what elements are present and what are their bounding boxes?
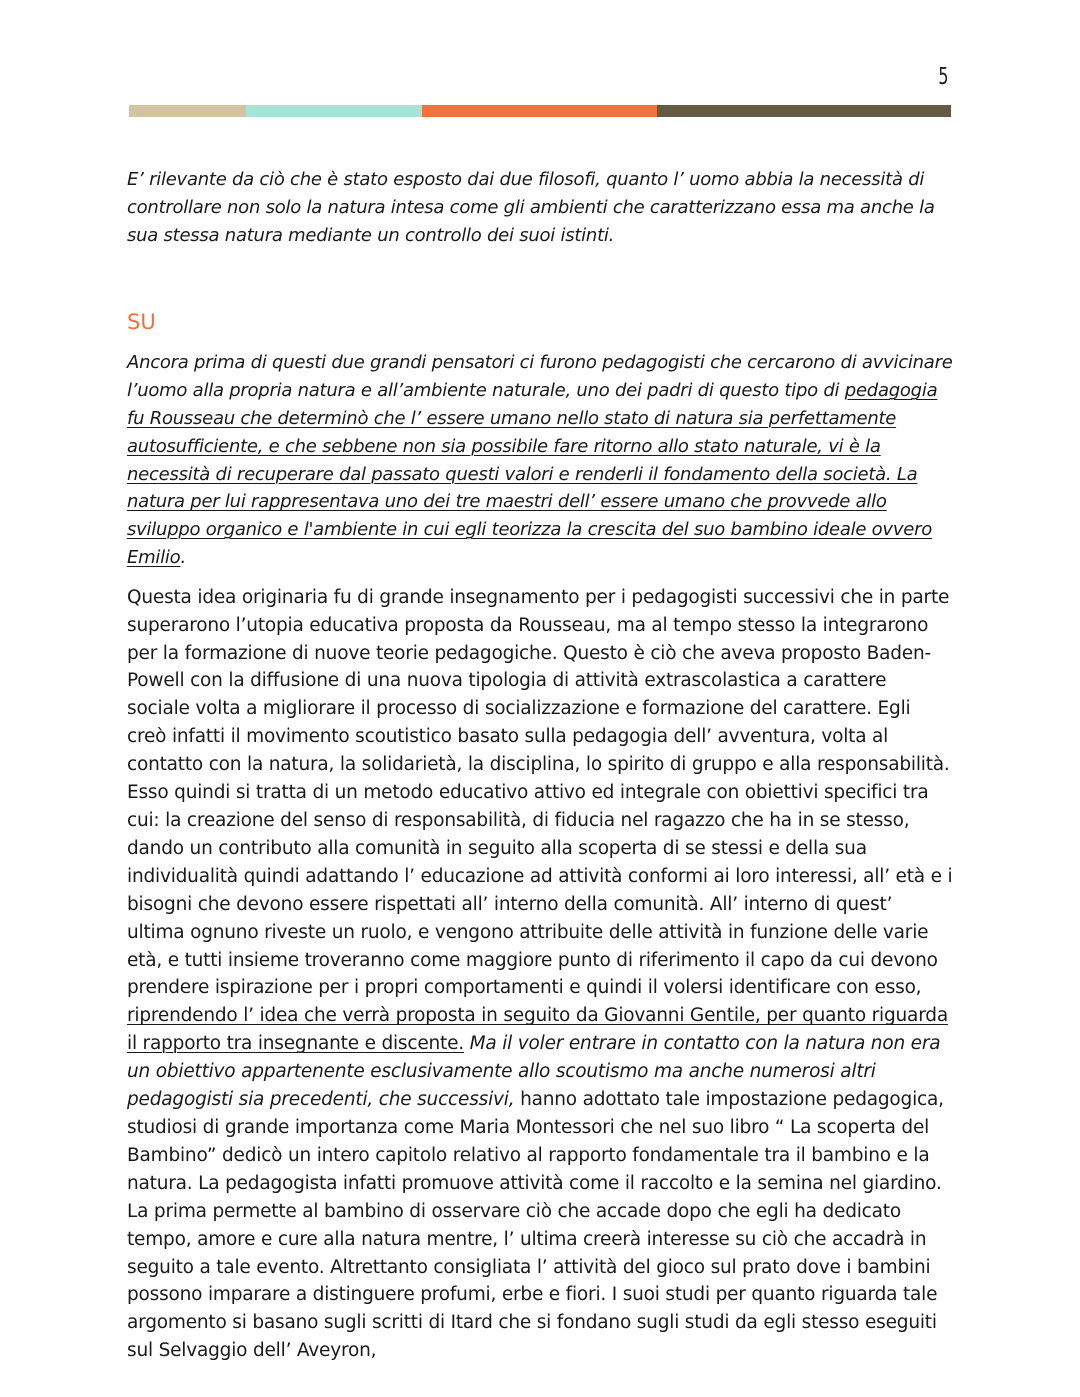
section-paragraph-end: . <box>180 546 186 568</box>
section-heading: SU <box>127 310 156 335</box>
intro-paragraph: E’ rilevante da ciò che è stato esposto dai due filosofi, quanto l’ uomo abbia la necessità di controllare non solo la natura intesa come gli ambienti che caratterizzano essa ma anche la sua stessa natura mediante un controllo dei suoi istinti. <box>127 169 935 246</box>
body-paragraph-text: Questa idea originaria fu di grande insegnamento per i pedagogisti successivi che in parte superarono l’utopia educativa proposta da Rousseau, ma al tempo stesso la integrarono per la formazione di nuove teorie pedagogiche. Questo è ciò che aveva proposto Baden-Powell con la diffusione di una nuova tipologia di attività extrascolastica a carattere sociale volta a migliorare il processo di socializzazione e formazione del carattere. Egli creò infatti il movimento scoutistico basato sulla pedagogia dell’ avventura, volta al contatto con la natura, la solidarietà, la disciplina, lo spirito di gruppo e alla responsabilità. Esso quindi si tratta di un metodo educativo attivo ed integrale con obiettivi specifici tra cui: la creazione del senso di responsabilità, di fiducia nel ragazzo che ha in se stesso, dando un contributo alla comunità in seguito alla scoperta di se stessi e della sua individualità quindi adattando l’ educazione ad attività conformi ai loro interessi, all’ età e i bisogni che devono essere rispettati all’ interno della comunità. All’ interno di quest’ ultima ognuno riveste un ruolo, e vengono attribuite delle attività in funzione delle varie età, e tutti insieme troveranno come maggiore punto di riferimento il capo da cui devono prendere ispirazione per i propri comportamenti e quindi il volersi identificare con esso, <box>127 586 953 999</box>
color-bar-segment-tan <box>129 105 246 117</box>
page-content <box>127 166 953 1365</box>
page-number: 5 <box>938 64 949 90</box>
body-paragraph-underlined-text: riprendendo l’ idea che verrà proposta in seguito da Giovanni Gentile, per quanto riguarda il rapporto tra insegnante e discente. <box>127 1005 948 1055</box>
color-bar-segment-brown <box>657 105 951 117</box>
section-paragraph <box>127 349 953 571</box>
section-paragraph-underlined-text: pedagogia fu Rousseau che determinò che l’ essere umano nello stato di natura sia perfettamente autosufficiente, e che sebbene non sia possibile fare ritorno allo stato naturale, vi è la necessità di recuperare dal passato questi valori e renderli il fondamento della società. La natura per lui rappresentava uno dei tre maestri dell’ essere umano che provvede allo sviluppo organico e l'ambiente in cui egli teorizza la crescita del suo bambino ideale ovvero Emilio <box>127 380 938 568</box>
body-paragraph <box>127 584 953 1365</box>
body-paragraph-continuation: hanno adottato tale impostazione pedagogica, studiosi di grande importanza come Maria Montessori che nel suo libro “ La scoperta del Bambino” dedicò un intero capitolo relativo al rapporto fondamentale tra il bambino e la natura. La pedagogista infatti promuove attività come il raccolto e la semina nel giardino. La prima permette al bambino di osservare ciò che accade dopo che egli ha dedicato tempo, amore e cure alla natura mentre, l’ ultima creerà interesse su ciò che accadrà in seguito a tale evento. Altrettanto consigliata l’ attività del gioco sul prato dove i bambini possono imparare a distinguere profumi, erbe e fiori. I suoi studi per quanto riguarda tale argomento si basano sugli scritti di Itard che si fondano sugli studi da egli stesso eseguiti sul Selvaggio dell’ Aveyron, <box>127 1089 944 1362</box>
header-color-bar <box>129 105 951 117</box>
section-paragraph-text: Ancora prima di questi due grandi pensatori ci furono pedagogisti che cercarono di avvicinare l’uomo alla propria natura e all’ambiente naturale, uno dei padri di questo tipo di <box>127 352 953 402</box>
body-paragraph-italic-text: Ma il voler entrare in contatto con la natura non era un obiettivo appartenente esclusivamente allo scoutismo ma anche numerosi altri pedagogisti sia precedenti, che successivi, <box>127 1033 941 1111</box>
color-bar-segment-orange <box>422 105 657 117</box>
color-bar-segment-mint <box>246 105 422 117</box>
